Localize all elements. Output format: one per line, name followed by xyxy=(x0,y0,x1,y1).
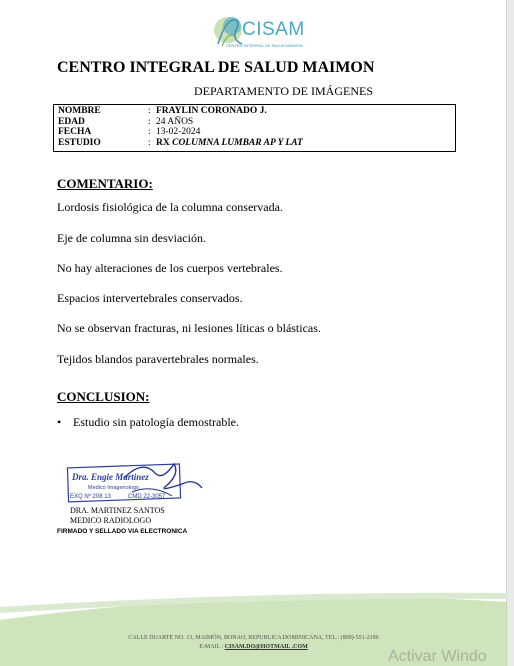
patient-separator: : xyxy=(148,116,151,127)
patient-separator: : xyxy=(148,137,151,148)
patient-row-age xyxy=(58,117,451,128)
comment-line: Espacios intervertebrales conservados. xyxy=(57,291,243,305)
patient-study-value xyxy=(156,138,451,149)
signer-title: MEDICO RADIOLOGO xyxy=(70,515,152,525)
patient-info-box xyxy=(53,104,456,152)
signer-block xyxy=(70,506,165,525)
patient-age-value: 24 AÑOS xyxy=(156,116,194,127)
comment-line: No hay alteraciones de los cuerpos vertebrales. xyxy=(57,261,283,275)
footer-email-link[interactable]: CISAM.DO@HOTMAIL .COM xyxy=(224,644,308,650)
study-prefix: RX xyxy=(156,137,170,148)
cisam-logo xyxy=(206,10,318,54)
department-title: DEPARTAMENTO DE IMÁGENES xyxy=(194,84,373,98)
logo-tagline: CENTRO INTEGRAL DE SALUD MAIMON xyxy=(226,43,303,48)
stamp-name: Dra. Engie Martinez xyxy=(72,472,149,482)
comment-line: Tejidos blandos paravertebrales normales. xyxy=(57,352,259,366)
comment-heading: COMENTARIO: xyxy=(57,176,153,191)
patient-separator: : xyxy=(148,106,151,116)
comment-line: Eje de columna sin desviación. xyxy=(57,231,206,245)
signature-stamp xyxy=(62,458,212,510)
footer-address: CALLE DUARTE NO. 13, MAIMÓN, BONAO, REPUBLICA DOMINICANA, TEL.: (809)-551-2196 xyxy=(128,635,379,641)
conclusion-item: • Estudio sin patología demostrable. xyxy=(73,415,239,430)
patient-separator: : xyxy=(148,127,151,137)
signature-stamp-icon xyxy=(62,458,212,510)
stamp-title: Medico Imagenologo xyxy=(88,485,140,491)
patient-name-value: FRAYLIN CORONADO J. xyxy=(156,106,267,116)
comment-line: Lordosis fisiológica de la columna conservada. xyxy=(57,200,283,214)
patient-label: FECHA xyxy=(58,127,92,137)
conclusion-heading: CONCLUSION: xyxy=(57,389,150,404)
patient-label: NOMBRE xyxy=(58,106,101,116)
patient-row-date xyxy=(58,127,451,138)
signer-name: DRA. MARTINEZ SANTOS xyxy=(70,506,165,515)
logo-wordmark: CISAM xyxy=(242,19,305,40)
study-name: COLUMNA LUMBAR AP Y LAT xyxy=(172,137,303,148)
comment-line: No se observan fracturas, ni lesiones líticas o blásticas. xyxy=(57,321,321,335)
patient-date-value: 13-02-2024 xyxy=(156,127,201,137)
center-name-heading: CENTRO INTEGRAL DE SALUD MAIMON xyxy=(57,59,375,76)
stamp-exq: EXQ Nº 208 13 xyxy=(70,494,111,500)
scrollbar-track[interactable] xyxy=(506,0,514,666)
patient-label: EDAD xyxy=(58,116,85,127)
patient-row-study xyxy=(58,138,451,149)
stamp-cmd: CMD 22-3057 xyxy=(128,494,166,500)
patient-label: ESTUDIO xyxy=(58,137,101,148)
activate-windows-watermark: Activar Windo xyxy=(388,648,487,665)
signature-note: FIRMADO Y SELLADO VIA ELECTRONICA xyxy=(57,528,188,535)
footer-email-label: E-MAIL : xyxy=(199,644,224,650)
patient-row-name xyxy=(58,106,451,117)
